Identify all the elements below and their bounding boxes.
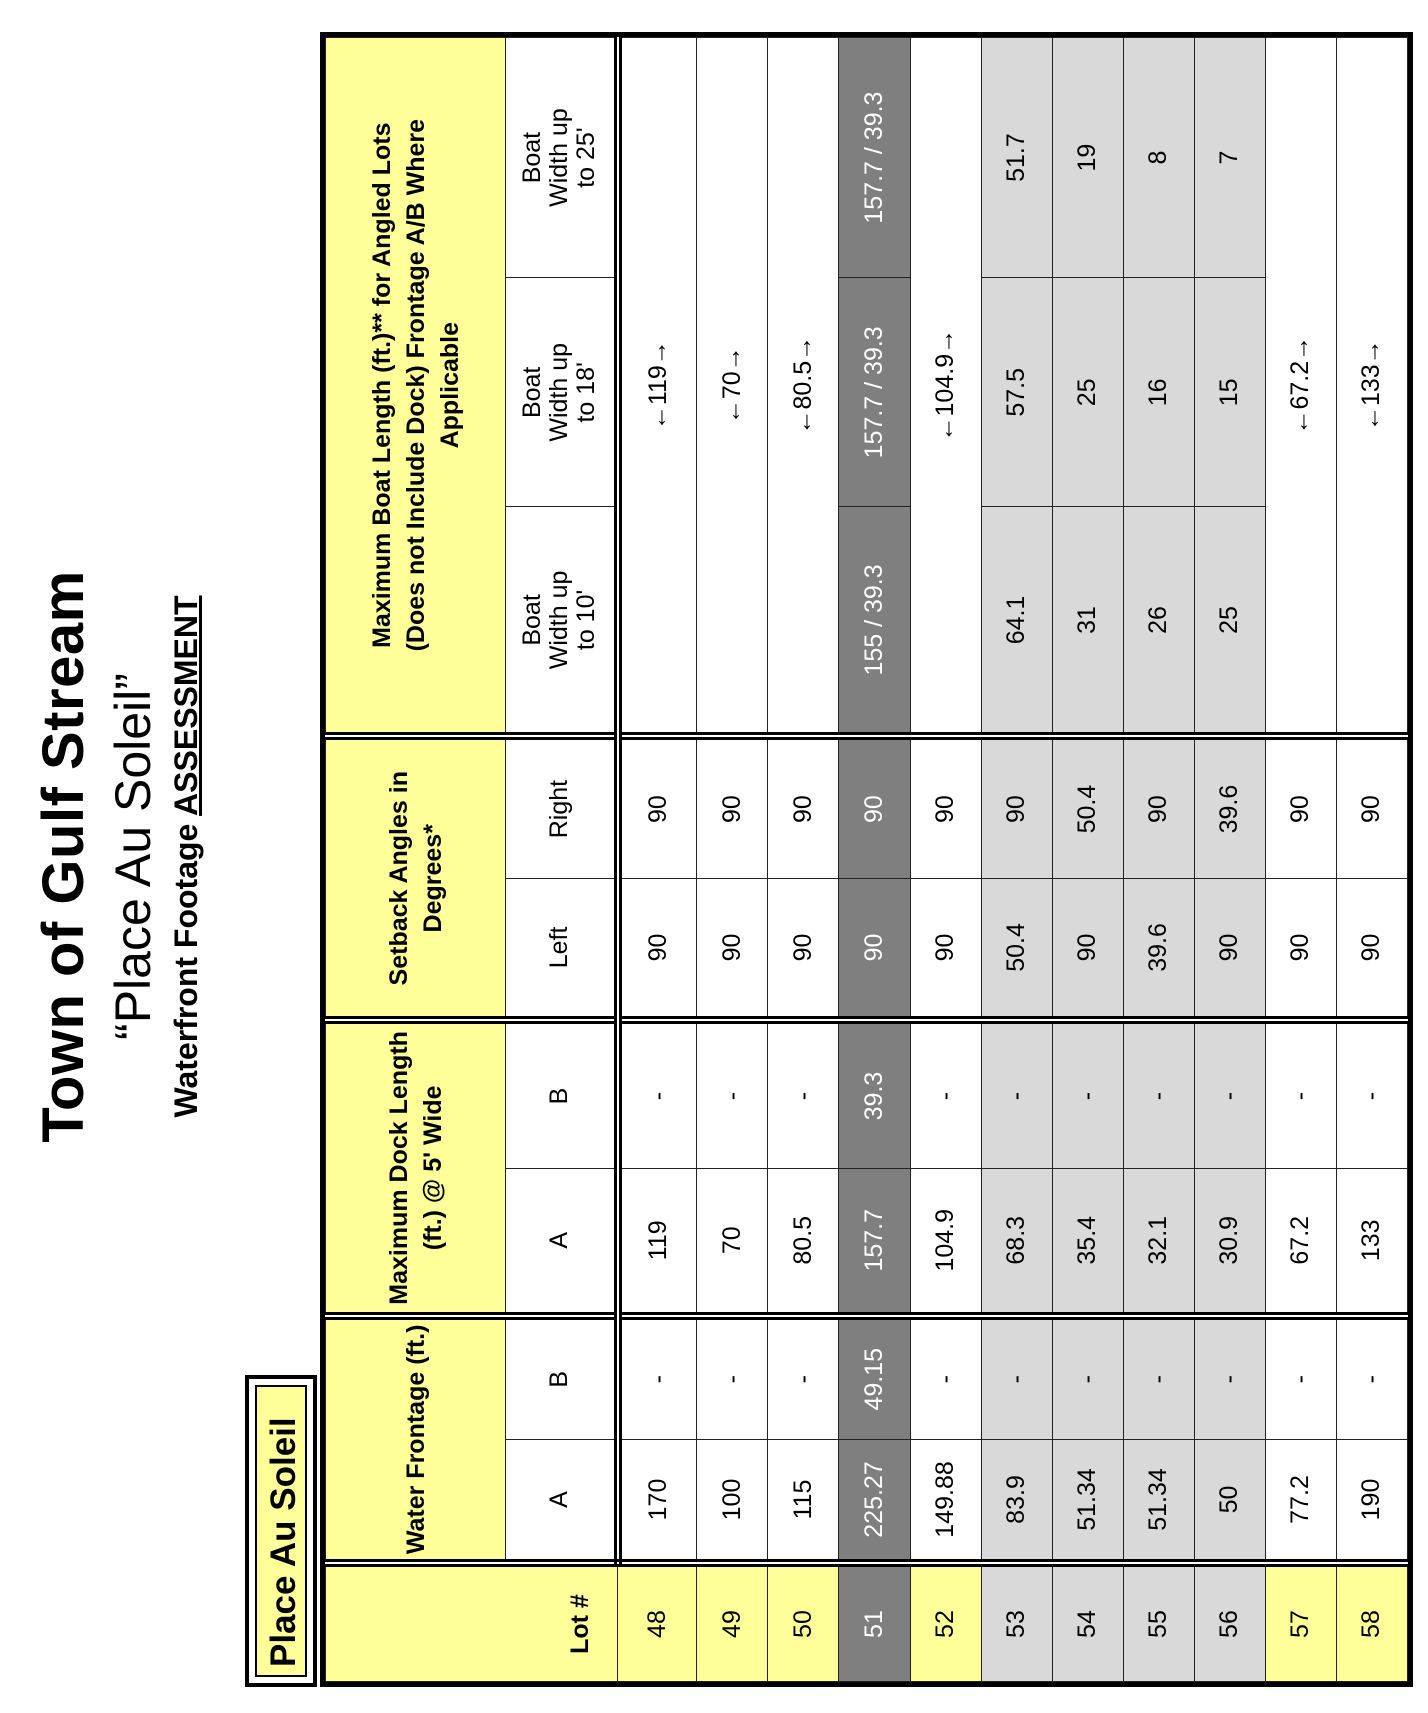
cell-dock-a: 80.5 <box>768 1168 839 1315</box>
cell-boat-width-25: 7 <box>1194 38 1265 278</box>
cell-setback-right: 39.6 <box>1194 736 1265 878</box>
cell-frontage-b: - <box>981 1316 1052 1440</box>
table-row <box>1194 38 1265 1682</box>
cell-frontage-b: - <box>618 1316 697 1440</box>
table-row <box>839 38 910 1682</box>
table-row <box>768 38 839 1682</box>
cell-lot: 56 <box>1194 1563 1265 1681</box>
cell-lot: 48 <box>618 1563 697 1681</box>
cell-boat-width-10: 155 / 39.3 <box>839 507 910 736</box>
cell-setback-left: 90 <box>910 878 981 1020</box>
cell-dock-a: 30.9 <box>1194 1168 1265 1315</box>
cell-dock-b: - <box>981 1020 1052 1168</box>
cell-boat-width-10: 31 <box>1052 507 1123 736</box>
cell-frontage-a: 77.2 <box>1265 1439 1336 1563</box>
cell-setback-right: 90 <box>981 736 1052 878</box>
subheader-frontage-a: A <box>506 1439 618 1563</box>
cell-frontage-a: 50 <box>1194 1439 1265 1563</box>
header-water-frontage: Water Frontage (ft.) <box>326 1316 506 1563</box>
table-row <box>697 38 768 1682</box>
cell-frontage-a: 51.34 <box>1052 1439 1123 1563</box>
cell-dock-b: - <box>697 1020 768 1168</box>
cell-lot: 55 <box>1123 1563 1194 1681</box>
cell-dock-b: - <box>618 1020 697 1168</box>
subheader-left: Left <box>506 878 618 1020</box>
cell-boat-width-25: 157.7 / 39.3 <box>839 38 910 278</box>
cell-dock-b: - <box>1123 1020 1194 1168</box>
cell-setback-left: 90 <box>839 878 910 1020</box>
section-tag-label: Place Au Soleil <box>255 1385 307 1677</box>
section-tag <box>245 1375 317 1687</box>
header-max-boat-length: Maximum Boat Length (ft.)** for Angled Lots (Does not Include Dock) Frontage A/B Where Applicable <box>326 38 506 737</box>
cell-setback-left: 39.6 <box>1123 878 1194 1020</box>
cell-dock-a: 157.7 <box>839 1168 910 1315</box>
cell-lot: 54 <box>1052 1563 1123 1681</box>
cell-boat-width-18: 16 <box>1123 278 1194 507</box>
cell-boat-width-10: 64.1 <box>981 507 1052 736</box>
subheader-width-18: Boat Width up to 18' <box>506 278 618 507</box>
cell-boat-width-18: 15 <box>1194 278 1265 507</box>
frontage-table <box>320 32 1413 1687</box>
cell-lot: 52 <box>910 1563 981 1681</box>
cell-frontage-b: 49.15 <box>839 1316 910 1440</box>
cell-frontage-a: 51.34 <box>1123 1439 1194 1563</box>
cell-boat-length-merged: ←80.5→ <box>768 38 839 737</box>
cell-boat-length-merged: ←133→ <box>1336 38 1407 737</box>
cell-setback-right: 90 <box>697 736 768 878</box>
page-subtitle: “Place Au Soleil” <box>105 673 161 1040</box>
header-setback-angles: Setback Angles in Degrees* <box>326 736 506 1020</box>
cell-frontage-a: 170 <box>618 1439 697 1563</box>
cell-frontage-b: - <box>1336 1316 1407 1440</box>
cell-frontage-a: 149.88 <box>910 1439 981 1563</box>
table-row <box>1123 38 1194 1682</box>
cell-boat-length-merged: ←119→ <box>618 38 697 737</box>
table-row <box>1052 38 1123 1682</box>
cell-boat-length-merged: ←70→ <box>697 38 768 737</box>
cell-dock-b: - <box>1265 1020 1336 1168</box>
subheader-dock-a: A <box>506 1168 618 1315</box>
cell-setback-right: 90 <box>1265 736 1336 878</box>
cell-boat-width-25: 51.7 <box>981 38 1052 278</box>
cell-dock-b: - <box>1194 1020 1265 1168</box>
cell-dock-b: 39.3 <box>839 1020 910 1168</box>
cell-setback-right: 50.4 <box>1052 736 1123 878</box>
cell-frontage-a: 190 <box>1336 1439 1407 1563</box>
subheader-width-25: Boat Width up to 25' <box>506 38 618 278</box>
header-max-dock-length: Maximum Dock Length (ft.) @ 5' Wide <box>326 1020 506 1316</box>
cell-dock-a: 70 <box>697 1168 768 1315</box>
cell-boat-width-18: 57.5 <box>981 278 1052 507</box>
cell-lot: 57 <box>1265 1563 1336 1681</box>
cell-setback-right: 90 <box>768 736 839 878</box>
cell-setback-right: 90 <box>839 736 910 878</box>
table-row <box>1336 38 1407 1682</box>
cell-setback-left: 90 <box>1052 878 1123 1020</box>
table-row <box>1265 38 1336 1682</box>
cell-frontage-a: 115 <box>768 1439 839 1563</box>
assessment-word: ASSESSMENT <box>168 595 204 816</box>
assessment-prefix: Waterfront Footage <box>168 815 204 1118</box>
cell-boat-width-10: 25 <box>1194 507 1265 736</box>
cell-boat-length-merged: ←104.9→ <box>910 38 981 737</box>
cell-setback-left: 90 <box>1194 878 1265 1020</box>
cell-boat-width-10: 26 <box>1123 507 1194 736</box>
cell-setback-left: 90 <box>768 878 839 1020</box>
subheader-width-10: Boat Width up to 10' <box>506 507 618 736</box>
cell-setback-right: 90 <box>618 736 697 878</box>
cell-frontage-a: 83.9 <box>981 1439 1052 1563</box>
cell-lot: 49 <box>697 1563 768 1681</box>
subheader-right: Right <box>506 736 618 878</box>
cell-boat-width-18: 25 <box>1052 278 1123 507</box>
cell-dock-b: - <box>1052 1020 1123 1168</box>
cell-dock-a: 133 <box>1336 1168 1407 1315</box>
cell-dock-a: 67.2 <box>1265 1168 1336 1315</box>
cell-frontage-b: - <box>1052 1316 1123 1440</box>
table-row <box>981 38 1052 1682</box>
cell-setback-left: 50.4 <box>981 878 1052 1020</box>
cell-boat-width-18: 157.7 / 39.3 <box>839 278 910 507</box>
cell-frontage-a: 100 <box>697 1439 768 1563</box>
cell-lot: 51 <box>839 1563 910 1681</box>
cell-frontage-b: - <box>1123 1316 1194 1440</box>
cell-frontage-b: - <box>910 1316 981 1440</box>
cell-dock-a: 119 <box>618 1168 697 1315</box>
subheader-dock-b: B <box>506 1020 618 1168</box>
table-row <box>910 38 981 1682</box>
cell-dock-b: - <box>768 1020 839 1168</box>
cell-frontage-b: - <box>1194 1316 1265 1440</box>
cell-dock-b: - <box>1336 1020 1407 1168</box>
cell-frontage-b: - <box>1265 1316 1336 1440</box>
cell-dock-b: - <box>910 1020 981 1168</box>
cell-setback-right: 90 <box>1123 736 1194 878</box>
table-row <box>618 38 697 1682</box>
cell-setback-right: 90 <box>910 736 981 878</box>
cell-setback-left: 90 <box>697 878 768 1020</box>
cell-frontage-b: - <box>697 1316 768 1440</box>
cell-boat-width-25: 8 <box>1123 38 1194 278</box>
cell-boat-width-25: 19 <box>1052 38 1123 278</box>
cell-setback-right: 90 <box>1336 736 1407 878</box>
cell-lot: 58 <box>1336 1563 1407 1681</box>
cell-dock-a: 32.1 <box>1123 1168 1194 1315</box>
cell-dock-a: 68.3 <box>981 1168 1052 1315</box>
cell-dock-a: 35.4 <box>1052 1168 1123 1315</box>
cell-setback-left: 90 <box>1336 878 1407 1020</box>
assessment-heading <box>168 0 205 1713</box>
cell-lot: 53 <box>981 1563 1052 1681</box>
cell-setback-left: 90 <box>618 878 697 1020</box>
subheader-frontage-b: B <box>506 1316 618 1440</box>
cell-frontage-a: 225.27 <box>839 1439 910 1563</box>
cell-lot: 50 <box>768 1563 839 1681</box>
cell-dock-a: 104.9 <box>910 1168 981 1315</box>
cell-frontage-b: - <box>768 1316 839 1440</box>
cell-boat-length-merged: ←67.2→ <box>1265 38 1336 737</box>
cell-setback-left: 90 <box>1265 878 1336 1020</box>
page-title: Town of Gulf Stream <box>31 570 96 1143</box>
header-lot: Lot # <box>326 1563 618 1681</box>
